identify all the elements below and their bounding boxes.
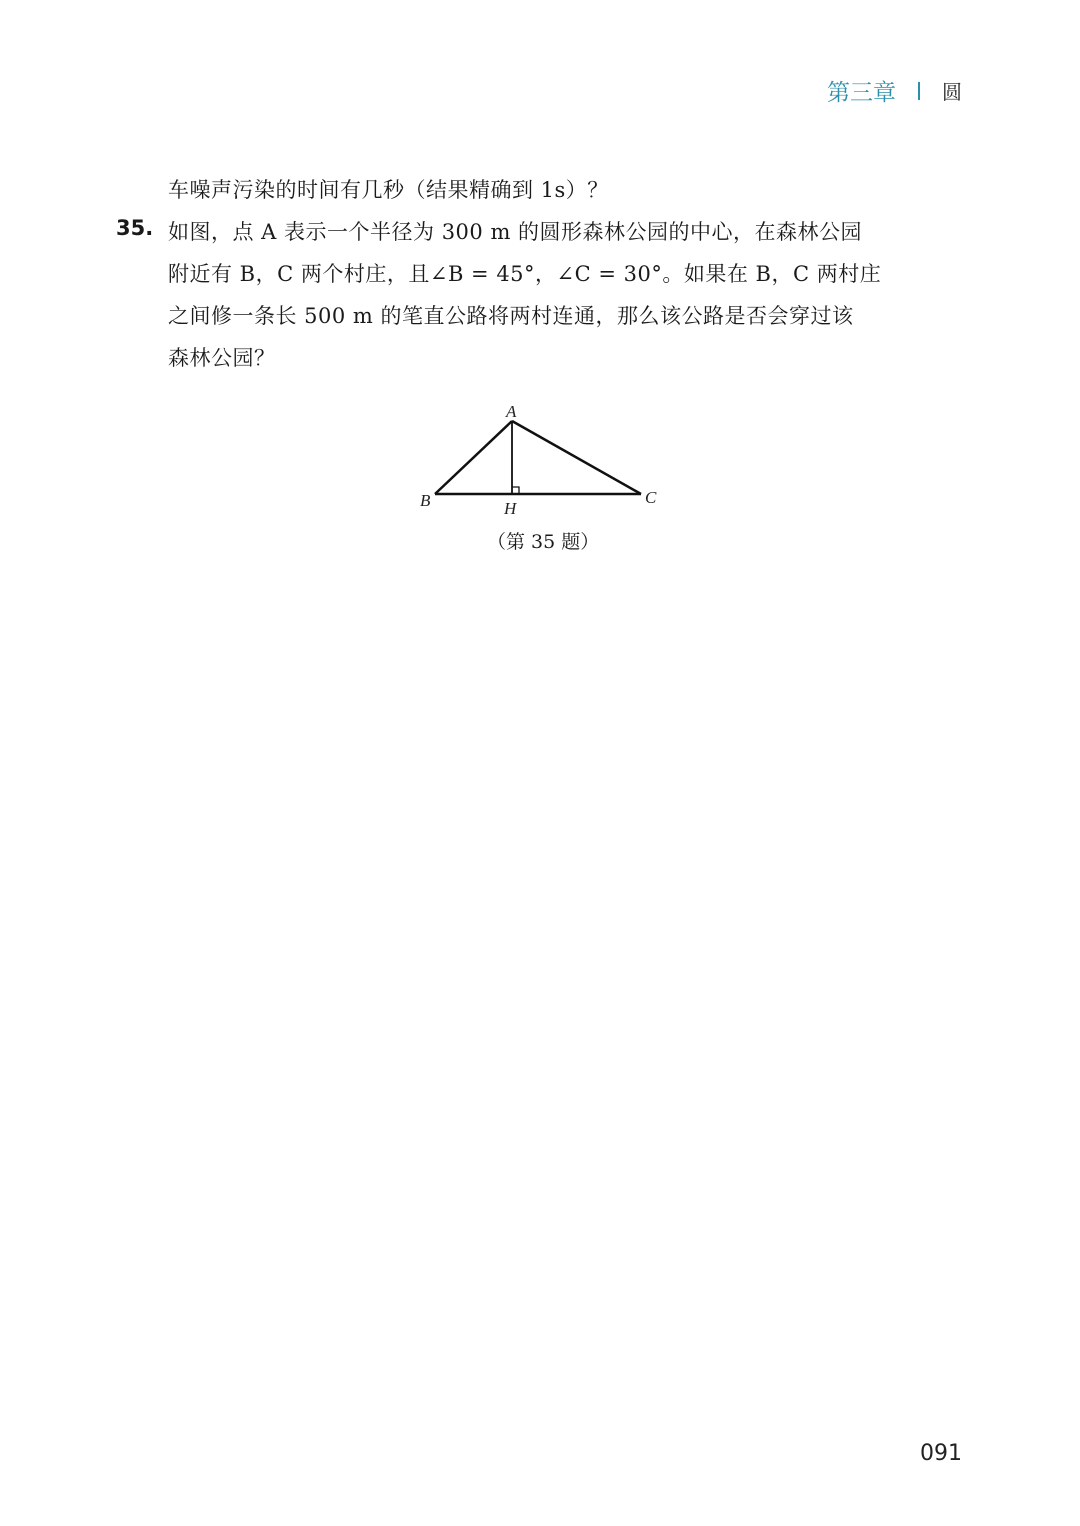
label-b: B <box>420 491 431 510</box>
side-ac <box>512 421 641 494</box>
page-number: 091 <box>920 1441 962 1466</box>
question-number: 35. <box>116 216 154 240</box>
figure-caption: （第 35 题） <box>487 531 600 553</box>
label-c: C <box>645 488 657 507</box>
label-a: A <box>506 402 517 421</box>
triangle-figure <box>410 398 670 523</box>
question-text-line-2: 附近有 B，C 两个村庄，且∠B = 45°，∠C = 30°。如果在 B，C 两村庄 <box>168 262 882 286</box>
label-h: H <box>504 499 517 518</box>
header-divider <box>918 82 920 100</box>
side-ab <box>435 421 512 494</box>
chapter-title: 第三章 <box>827 80 896 106</box>
section-title: 圆 <box>942 80 962 104</box>
question-text-line-4: 森林公园？ <box>168 346 276 370</box>
page-header <box>827 74 962 107</box>
previous-question-continuation: 车噪声污染的时间有几秒（结果精确到 1s）？ <box>168 178 609 202</box>
question-text-line-1: 如图，点 A 表示一个半径为 300 m 的圆形森林公园的中心，在森林公园 <box>168 220 863 244</box>
question-text-line-3: 之间修一条长 500 m 的笔直公路将两村连通，那么该公路是否会穿过该 <box>168 304 854 328</box>
